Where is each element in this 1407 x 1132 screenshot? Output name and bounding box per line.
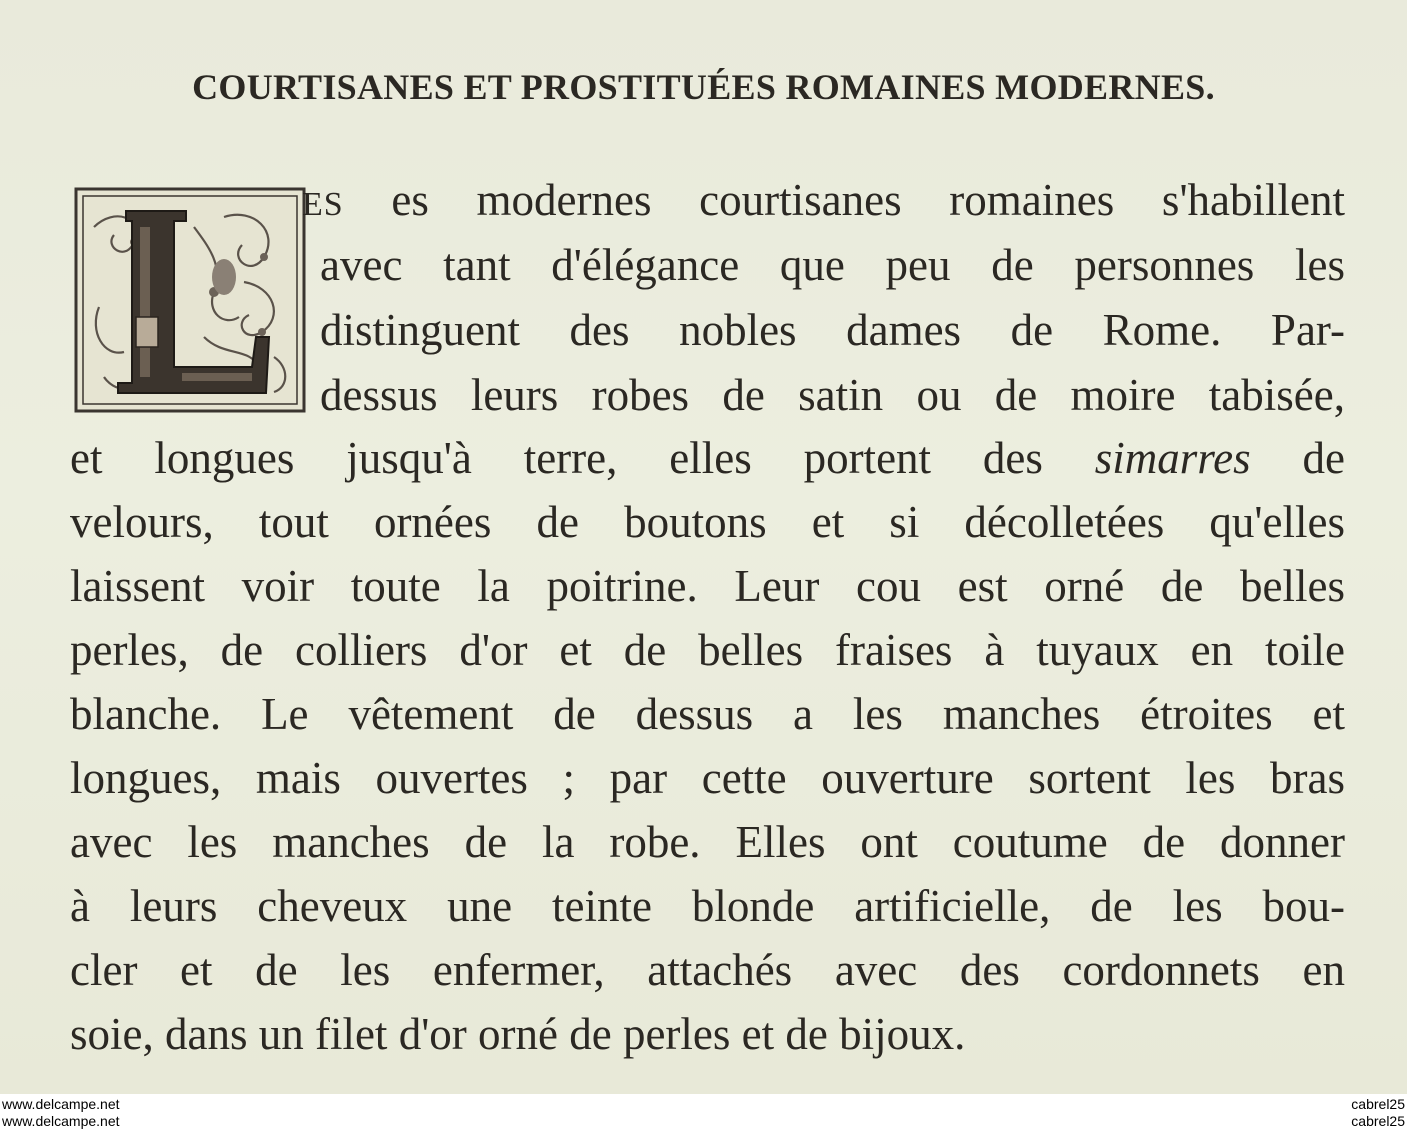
line-5-text-a: et longues jusqu'à terre, elles portent des [70, 433, 1043, 483]
text-line-5 [70, 426, 1345, 490]
text-line-8: perles, de colliers d'or et de belles fraises à tuyaux en toile [70, 625, 1345, 675]
text-line-12: à leurs cheveux une teinte blonde artificielle, de les bou- [70, 881, 1345, 931]
text-line-9: blanche. Le vêtement de dessus a les manches étroites et [70, 689, 1345, 739]
watermark-user-2: cabrel25 [1351, 1113, 1405, 1129]
watermark-user-1: cabrel25 [1351, 1096, 1405, 1112]
watermark-footer [0, 1094, 1407, 1132]
line-1-text: es modernes courtisanes romaines s'habillent [391, 175, 1346, 225]
ornamental-dropcap-l [74, 187, 306, 413]
watermark-left [2, 1096, 120, 1130]
page-title: COURTISANES ET PROSTITUÉES ROMAINES MODERNES. [192, 67, 1215, 107]
text-line-4: dessus leurs robes de satin ou de moire tabisée, [320, 370, 1345, 420]
watermark-site-1: www.delcampe.net [2, 1096, 120, 1112]
line-5-italic-term: simarres [1094, 433, 1251, 483]
text-line-3: distinguent des nobles dames de Rome. Par- [320, 305, 1345, 355]
text-line-14: soie, dans un filet d'or orné de perles et de bijoux. [70, 1009, 966, 1059]
text-line-6: velours, tout ornées de boutons et si décolletées qu'elles [70, 497, 1345, 547]
dropcap-continuation: ES [302, 186, 344, 223]
text-line-2: avec tant d'élégance que peu de personnes les [320, 240, 1345, 290]
text-line-7: laissent voir toute la poitrine. Leur cou est orné de belles [70, 561, 1345, 611]
text-line-11: avec les manches de la robe. Elles ont coutume de donner [70, 817, 1345, 867]
text-line-10: longues, mais ouvertes ; par cette ouverture sortent les bras [70, 753, 1345, 803]
line-5-text-b: de [1302, 433, 1346, 483]
text-line-1 [302, 168, 1345, 232]
watermark-site-2: www.delcampe.net [2, 1113, 120, 1129]
watermark-right [1351, 1096, 1405, 1130]
text-line-13: cler et de les enfermer, attachés avec des cordonnets en [70, 945, 1345, 995]
